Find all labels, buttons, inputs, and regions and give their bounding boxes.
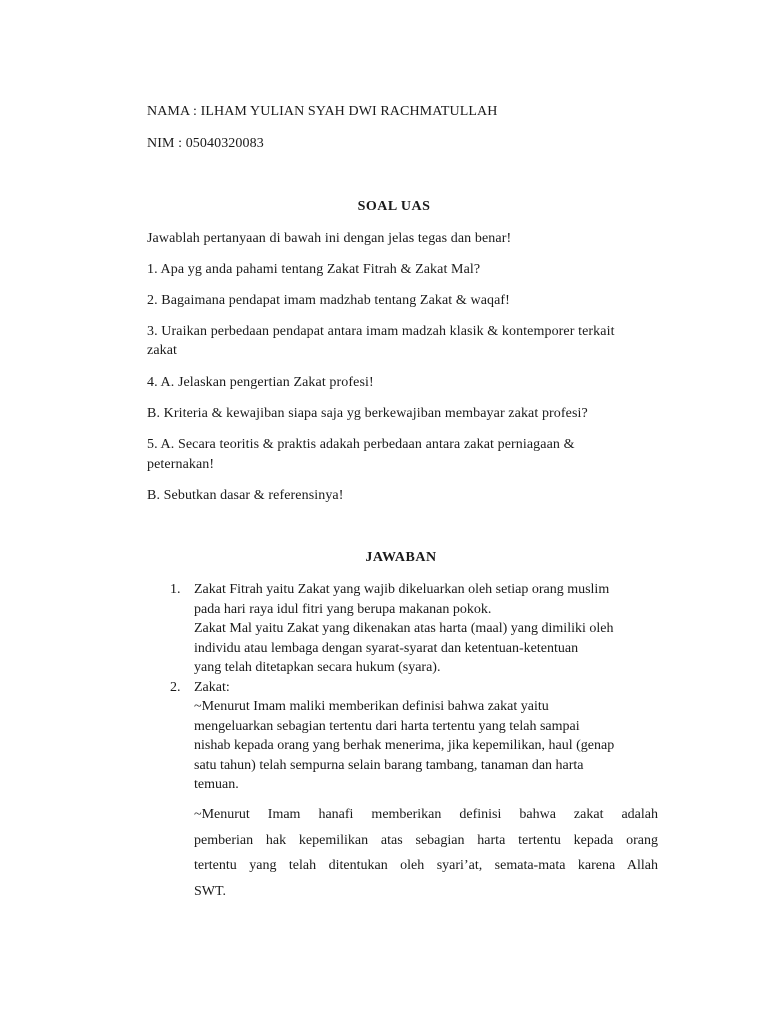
answer-2-line: ~Menurut Imam maliki memberikan definisi bahwa zakat yaitu <box>194 699 549 714</box>
answer-2-line: temuan. <box>194 777 239 792</box>
soal-title: SOAL UAS <box>357 199 431 214</box>
answer-2-hanafi-line: pemberian hak kepemilikan atas sebagian harta tertentu kepada orang <box>194 832 658 848</box>
answer-1-line: Zakat Fitrah yaitu Zakat yang wajib dikeluarkan oleh setiap orang muslim <box>194 582 610 597</box>
question-2: 2. Bagaimana pendapat imam madzhab tentang Zakat & waqaf! <box>147 293 510 308</box>
answer-1-line: pada hari raya idul fitri yang berupa makanan pokok. <box>194 602 492 617</box>
student-name: NAMA : ILHAM YULIAN SYAH DWI RACHMATULLAH <box>147 104 498 119</box>
answer-2-line: nishab kepada orang yang berhak menerima, jika kepemilikan, haul (genap <box>194 738 615 753</box>
question-5a-line-2: peternakan! <box>147 457 215 472</box>
answer-2-hanafi-line: ~Menurut Imam hanafi memberikan definisi bahwa zakat adalah <box>194 807 658 822</box>
answer-1-line: Zakat Mal yaitu Zakat yang dikenakan atas harta (maal) yang dimiliki oleh <box>194 621 614 636</box>
answer-2-line: satu tahun) telah sempurna selain barang tambang, tanaman dan harta <box>194 758 584 773</box>
student-nim: NIM : 05040320083 <box>147 136 264 151</box>
instruction-text: Jawablah pertanyaan di bawah ini dengan jelas tegas dan benar! <box>147 231 512 246</box>
answer-2-hanafi-line: tertentu yang telah ditentukan oleh syari’at, semata-mata karena Allah <box>194 858 658 873</box>
question-3-line-2: zakat <box>147 343 178 358</box>
answer-2-hanafi-paragraph <box>194 802 658 904</box>
question-4a: 4. A. Jelaskan pengertian Zakat profesi! <box>147 375 374 390</box>
jawaban-title: JAWABAN <box>365 550 437 565</box>
answer-1-number: 1. <box>170 582 181 597</box>
question-3-line-1: 3. Uraikan perbedaan pendapat antara imam madzah klasik & kontemporer terkait <box>147 324 615 339</box>
question-5b: B. Sebutkan dasar & referensinya! <box>147 488 344 503</box>
answer-2-hanafi-line: SWT. <box>194 883 227 899</box>
question-5a-line-1: 5. A. Secara teoritis & praktis adakah perbedaan antara zakat perniagaan & <box>147 437 575 452</box>
answer-2-line: mengeluarkan sebagian tertentu dari harta tertentu yang telah sampai <box>194 719 580 734</box>
answer-1-line: yang telah ditetapkan secara hukum (syara). <box>194 660 441 675</box>
question-1: 1. Apa yg anda pahami tentang Zakat Fitrah & Zakat Mal? <box>147 262 481 277</box>
answer-2-number: 2. <box>170 680 181 695</box>
answer-1-line: individu atau lembaga dengan syarat-syarat dan ketentuan-ketentuan <box>194 641 579 656</box>
question-4b: B. Kriteria & kewajiban siapa saja yg berkewajiban membayar zakat profesi? <box>147 406 588 421</box>
answer-2-line: Zakat: <box>194 680 230 695</box>
